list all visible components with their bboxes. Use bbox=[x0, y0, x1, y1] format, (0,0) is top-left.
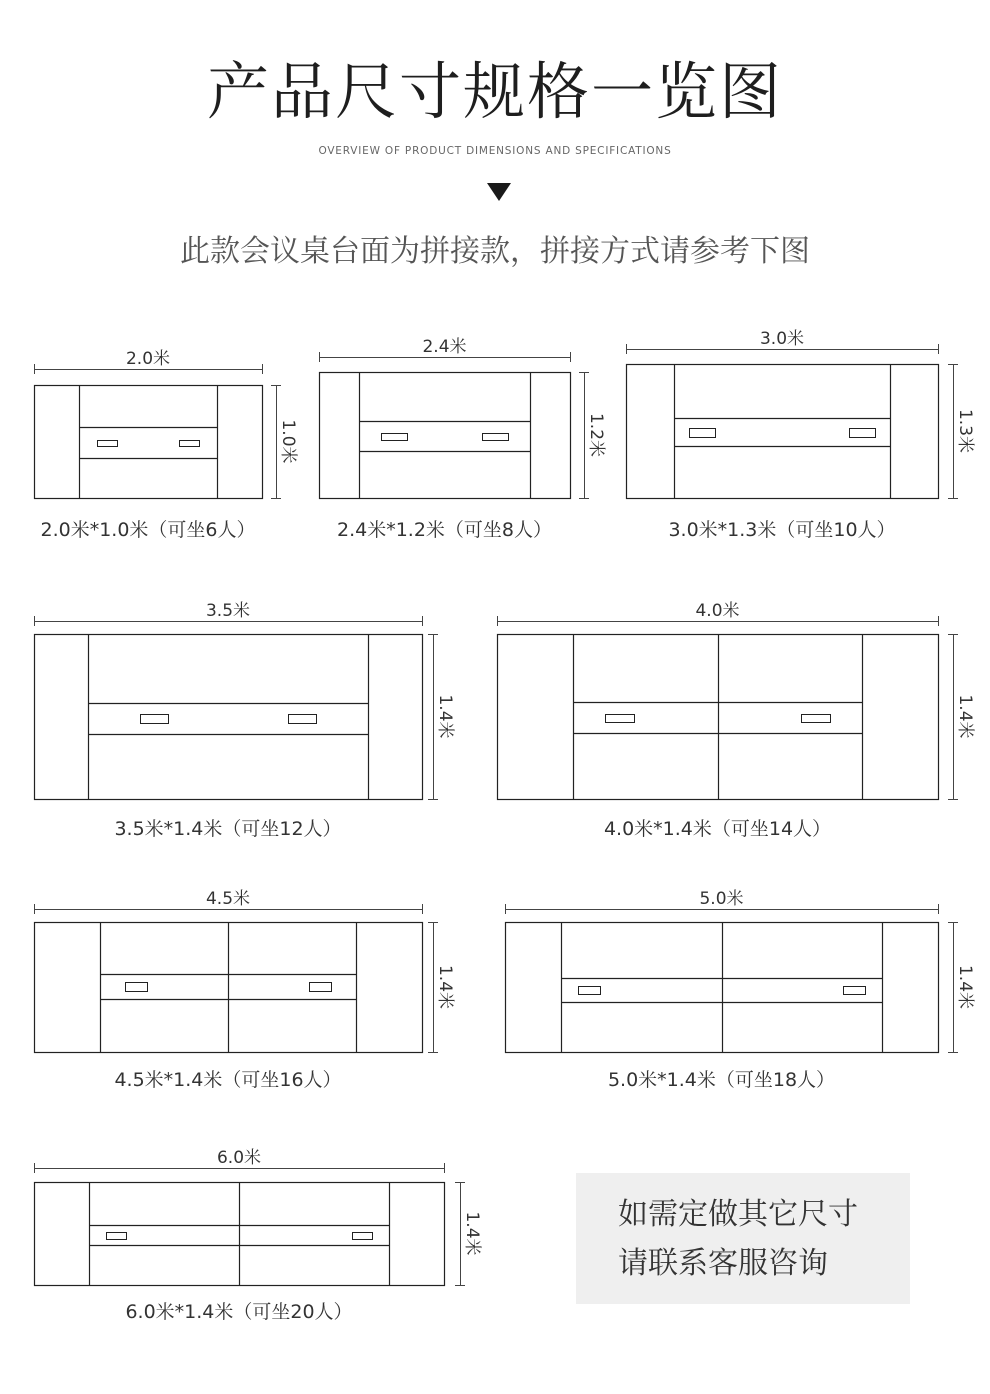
table-7-outlet-right bbox=[844, 987, 866, 995]
table-1-length-label: 2.0米 bbox=[125, 349, 171, 369]
table-6-outlet-left bbox=[126, 983, 148, 992]
table-caption-1: 2.0米*1.0米（可坐6人） bbox=[40, 519, 256, 541]
table-6-width-label: 1.4米 bbox=[435, 964, 455, 1010]
table-2-length-label: 2.4米 bbox=[422, 337, 467, 357]
table-4-outline bbox=[35, 635, 423, 800]
table-4-outlet-right bbox=[289, 715, 317, 724]
table-5-length-label: 4.0米 bbox=[695, 601, 740, 621]
table-3-outlet-right bbox=[850, 429, 876, 438]
table-7-length-label: 5.0米 bbox=[699, 889, 744, 909]
table-2-outlet-left bbox=[382, 434, 408, 441]
table-6-length-label: 4.5米 bbox=[205, 889, 251, 909]
table-7-width-label: 1.4米 bbox=[955, 964, 975, 1010]
table-1-outlet-left bbox=[98, 441, 118, 447]
table-5-outlet-right bbox=[802, 715, 831, 723]
table-4-outlet-left bbox=[141, 715, 169, 724]
table-caption-2: 2.4米*1.2米（可坐8人） bbox=[336, 519, 553, 541]
table-6-outlet-right bbox=[310, 983, 332, 992]
table-caption-6: 4.5米*1.4米（可坐16人） bbox=[114, 1069, 342, 1091]
page-subtitle: OVERVIEW OF PRODUCT DIMENSIONS AND SPECIFICATIONS bbox=[318, 145, 672, 157]
table-1-outline bbox=[35, 386, 263, 499]
custom-size-note bbox=[576, 1173, 910, 1304]
table-3-width-label: 1.3米 bbox=[955, 408, 975, 454]
table-2-outline bbox=[320, 373, 571, 499]
table-5-outlet-left bbox=[606, 715, 635, 723]
table-4-width-label: 1.4米 bbox=[435, 694, 455, 739]
table-1-width-label: 1.0米 bbox=[278, 419, 298, 464]
table-4-length-label: 3.5米 bbox=[205, 601, 251, 621]
table-7-outlet-left bbox=[579, 987, 601, 995]
table-8-outlet-left bbox=[107, 1233, 127, 1240]
table-caption-5: 4.0米*1.4米（可坐14人） bbox=[603, 818, 832, 840]
note-line-1: 如需定做其它尺寸 bbox=[618, 1197, 858, 1232]
table-2-width-label: 1.2米 bbox=[586, 412, 606, 458]
note-line-2: 请联系客服咨询 bbox=[618, 1246, 828, 1281]
table-caption-7: 5.0米*1.4米（可坐18人） bbox=[607, 1069, 836, 1091]
table-8-outlet-right bbox=[353, 1233, 373, 1240]
table-8-length-label: 6.0米 bbox=[216, 1148, 262, 1168]
intro-text: 此款会议桌台面为拼接款，拼接方式请参考下图 bbox=[180, 234, 810, 269]
table-2-outlet-right bbox=[483, 434, 509, 441]
table-3-outline bbox=[627, 365, 939, 499]
table-caption-4: 3.5米*1.4米（可坐12人） bbox=[114, 818, 342, 840]
page-title: 产品尺寸规格一览图 bbox=[206, 55, 783, 128]
table-3-outlet-left bbox=[690, 429, 716, 438]
table-5-width-label: 1.4米 bbox=[955, 694, 975, 739]
table-1-outlet-right bbox=[180, 441, 200, 447]
table-caption-3: 3.0米*1.3米（可坐10人） bbox=[668, 519, 896, 541]
table-8-width-label: 1.4米 bbox=[462, 1211, 482, 1256]
table-caption-8: 6.0米*1.4米（可坐20人） bbox=[125, 1301, 353, 1323]
table-3-length-label: 3.0米 bbox=[759, 329, 805, 349]
